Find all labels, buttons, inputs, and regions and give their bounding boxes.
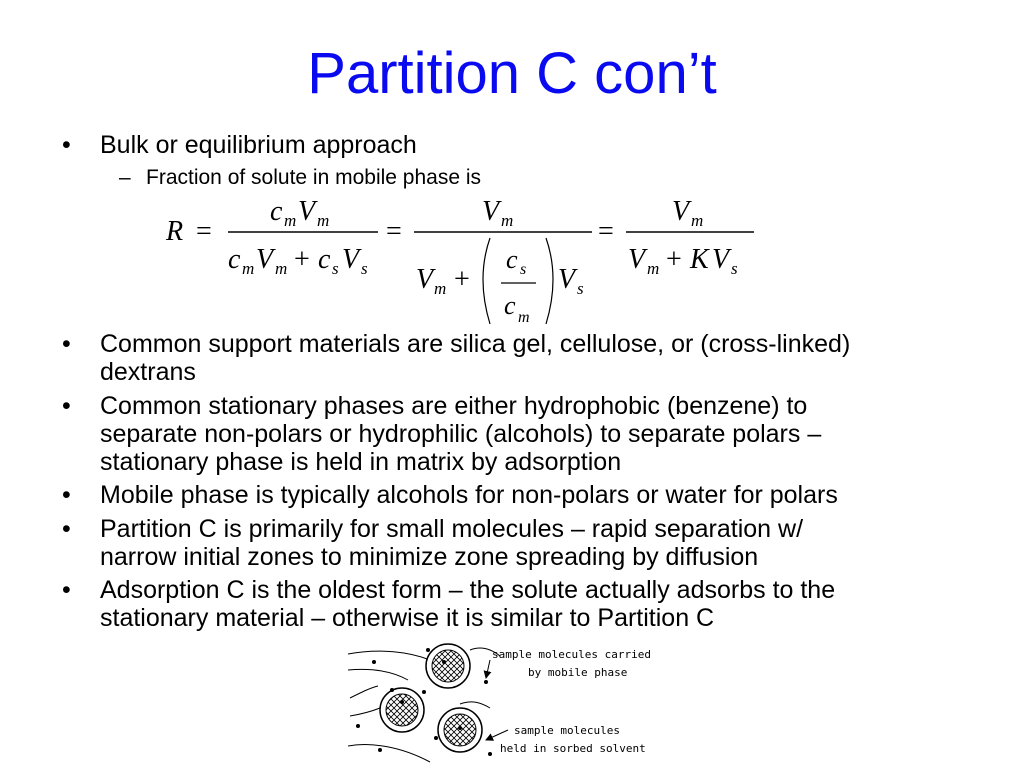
eq-c: c: [270, 196, 283, 227]
eq-v: V: [558, 264, 576, 295]
eq-c: c: [506, 245, 518, 274]
eq-sub: s: [731, 259, 738, 278]
bullet-marker: •: [62, 330, 71, 358]
eq-v: V: [482, 196, 500, 227]
bullet-line: Adsorption C is the oldest form – the solute actually adsorbs to the: [100, 576, 836, 604]
fraction-equation: [160, 188, 780, 338]
eq-sub: m: [242, 259, 255, 278]
bullet-item: [62, 392, 822, 476]
bullet-marker: •: [62, 515, 71, 543]
eq-sub: m: [501, 211, 514, 230]
bullet-item: [62, 131, 417, 159]
diagram-label: held in sorbed solvent: [500, 742, 646, 755]
eq-c: c: [318, 244, 331, 275]
eq-fraction-2: [414, 196, 592, 326]
eq-fraction-1: [228, 196, 378, 278]
eq-sub: s: [361, 259, 368, 278]
bullet-line: Partition C is primarily for small molecules – rapid separation w/: [100, 515, 804, 543]
eq-sub: m: [317, 211, 330, 230]
bullet-text: Bulk or equilibrium approach: [100, 131, 417, 159]
bullet-line: dextrans: [100, 358, 196, 386]
eq-sub: m: [434, 279, 447, 298]
eq-v: V: [416, 264, 434, 295]
support-particle: [426, 644, 470, 688]
bullet-line: stationary phase is held in matrix by adsorption: [100, 448, 622, 476]
diagram-label: sample molecules: [514, 724, 620, 737]
eq-c: c: [228, 244, 241, 275]
eq-k: K: [690, 244, 709, 275]
sub-bullet-marker: –: [119, 166, 131, 189]
bullet-item: [62, 515, 804, 571]
eq-v: V: [712, 244, 730, 275]
eq-plus: +: [454, 264, 470, 295]
bullet-item: [62, 330, 851, 386]
bullet-item: [62, 576, 836, 632]
bullet-line: Common support materials are silica gel, cellulose, or (cross-linked): [100, 330, 851, 358]
eq-v: V: [342, 244, 360, 275]
sub-bullet-item: [119, 166, 482, 190]
bullet-marker: •: [62, 481, 71, 509]
eq-sub: m: [284, 211, 297, 230]
eq-plus: +: [294, 244, 310, 275]
eq-v: V: [628, 244, 646, 275]
eq-sub: s: [577, 279, 584, 298]
partition-diagram: [340, 642, 660, 768]
bullet-line: narrow initial zones to minimize zone spreading by diffusion: [100, 543, 759, 571]
sub-bullet-text: Fraction of solute in mobile phase is: [146, 166, 482, 189]
bullet-item: [62, 481, 838, 509]
eq-r: R: [166, 216, 184, 247]
eq-sub: m: [691, 211, 704, 230]
slide-title: Partition C con’t: [307, 41, 717, 106]
bullet-marker: •: [62, 576, 71, 604]
eq-plus: +: [666, 244, 682, 275]
diagram-label: by mobile phase: [528, 666, 628, 679]
support-particle: [380, 688, 424, 732]
eq-v: V: [256, 244, 274, 275]
eq-equals: =: [598, 216, 614, 247]
eq-equals: =: [386, 216, 402, 247]
arrow-to-sorbed-molecule: [486, 730, 508, 740]
diagram-label: sample molecules carried: [492, 648, 651, 661]
eq-c: c: [504, 291, 516, 320]
bullet-marker: •: [62, 392, 71, 420]
bullet-marker: •: [62, 131, 71, 159]
eq-equals: =: [196, 216, 212, 247]
eq-v: V: [672, 196, 690, 227]
arrow-to-mobile-molecule: [486, 660, 490, 678]
bullet-line: stationary material – otherwise it is similar to Partition C: [100, 604, 715, 632]
eq-v: V: [298, 196, 316, 227]
eq-fraction-3: [626, 196, 754, 278]
eq-sub: s: [520, 261, 527, 278]
eq-sub: m: [518, 309, 530, 326]
eq-sub: s: [332, 259, 339, 278]
bullet-line: Mobile phase is typically alcohols for non-polars or water for polars: [100, 481, 838, 509]
bullet-line: Common stationary phases are either hydrophobic (benzene) to: [100, 392, 808, 420]
eq-sub: m: [275, 259, 288, 278]
bullet-line: separate non-polars or hydrophilic (alcohols) to separate polars –: [100, 420, 822, 448]
eq-sub: m: [647, 259, 660, 278]
